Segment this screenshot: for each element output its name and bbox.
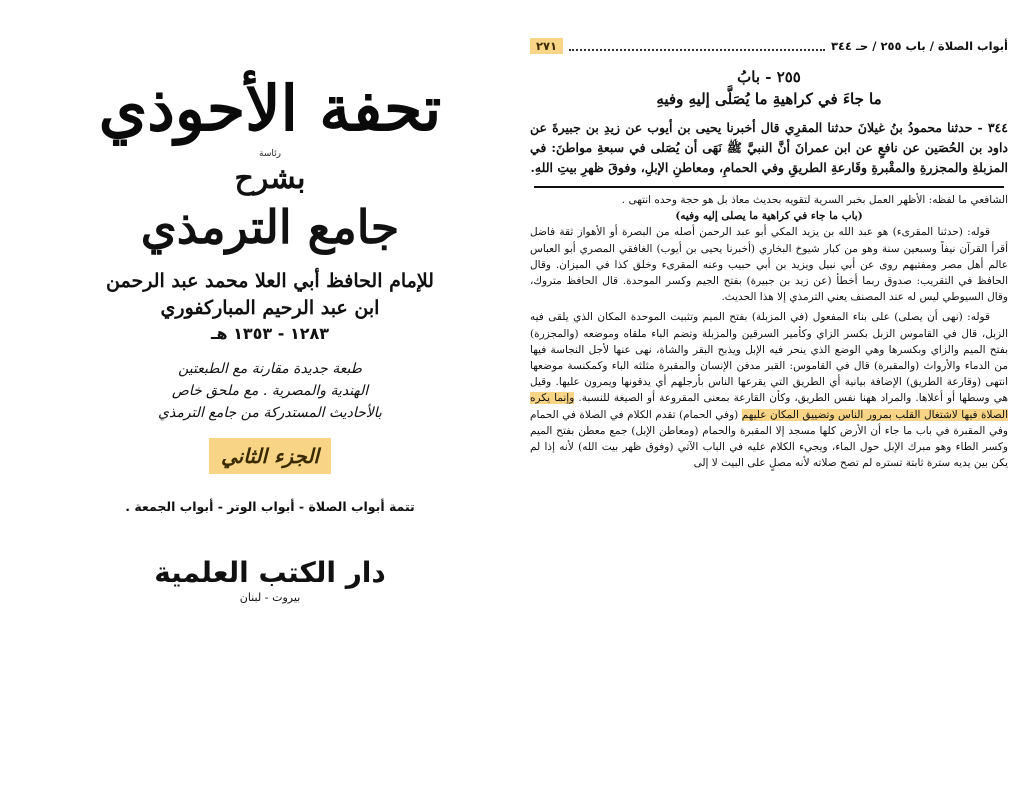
commentary-paragraph: الشافعي ما لفظه: الأظهر العمل بخبر السرية لتقويه بحديث معاذ بل هو حجة وحده انتهى . — [621, 194, 1008, 206]
volume-label: الجزء الثاني — [209, 438, 331, 474]
chapter-title: ما جاءَ في كراهيةِ ما يُصَلَّى إليهِ وفيهِ — [656, 90, 882, 108]
edition-line-2: الهندية والمصرية . مع ملحق خاص — [171, 383, 369, 399]
text-page — [530, 36, 1008, 806]
author-years: ١٢٨٣ - ١٣٥٣ هـ — [210, 324, 330, 343]
commentary-paragraph — [530, 309, 1008, 471]
edition-note — [158, 358, 382, 424]
subtitle-prefix: بشرح — [234, 161, 306, 196]
book-subtitle: جامع الترمذي — [140, 200, 400, 254]
divider-rule — [534, 186, 1004, 188]
commentary-text: (وفي الحمام) تقدم الكلام في الصلاة في الحمام وفي المقبرة في باب ما جاء أن الأرض كلها مسجد إلا المقبرة والحمام (ومعاطن الإبل) جمع معطن بفتح الميم وكسر الطاء وهو مبرك الإبل حول الماء، ويجيء الكلام عليه في الباب الآتي (وفوق ظهر بيت الله) لأنه إذا لم يكن بين يديه سترة ثابتة تستره لم تصح صلاته لأنه مصلٍ على البيت لا إلى — [530, 408, 1008, 470]
commentary-text: قوله: (نهى أن يصلى) على بناء المفعول (في المزبلة) بفتح الميم وتثبيت الموحدة المكان الذي يلقى فيه الزبل، قال في القاموس الزبل بكسر الزاي وكأمير السرقين والمزبلة وتضم الباء ملقاه وموضعه (والمجزرة) بفتح الميم والزاي وبكسرها وهي الوضع الذي ينحر فيه الإبل ويذبح البقر والشاة، نهى عنها لأجل النجاسة فيها من الدماء والأرواث (والمقبرة) قال في القاموس: القبر مدفن الإنسان والمقبرة مثلثه الباء وكمكنسة موضعها انتهى (وقارعة الطريق) الإضافة بيانية أي الطريق التي يقرعها الناس بأرجلهم أي يدقونها ويمرون عليها. وقيل هي وسطها أو أعلاها. والمراد ههنا نفس الطريق، وكأن القارعة بمعنى المقروعة أو الصيغة للنسبة. — [530, 311, 1008, 405]
volume-contents: تتمة أبواب الصلاة - أبواب الوتر - أبواب الجمعة . — [125, 499, 415, 514]
chapter-number: ٢٥٥ - بابُ — [737, 68, 801, 86]
author-line-1: للإمام الحافظ أبي العلا محمد عبد الرحمن — [106, 270, 434, 292]
book-title: تحفة الأحوذي — [98, 72, 442, 145]
publisher-city: بيروت - لبنان — [239, 591, 301, 604]
title-page — [40, 70, 500, 800]
running-head — [530, 36, 1008, 56]
leader-dots — [569, 41, 825, 51]
edition-line-3: بالأحاديث المستدركة من جامع الترمذي — [158, 405, 382, 421]
title-mini-label: رئاسة — [259, 149, 281, 159]
commentary-chapter-heading: (باب ما جاء في كراهية ما يصلى إليه وفيه) — [675, 210, 863, 223]
author-line-2: ابن عبد الرحيم المباركفوري — [160, 297, 380, 319]
page-number: ٢٧١ — [530, 38, 563, 54]
author — [106, 268, 434, 322]
highlighted-text: وإنما يكره الصلاة فيها لاشتغال القلب بمرور الناس وتضييق المكان عليهم — [530, 392, 1008, 421]
publisher-logo: دار الكتب العلمية — [154, 556, 386, 589]
running-head-text: أبواب الصلاة / باب ٢٥٥ / حـ ٣٤٤ — [830, 39, 1008, 53]
commentary — [530, 192, 1008, 471]
edition-line-1: طبعة جديدة مقارنة مع الطبعتين — [178, 361, 362, 377]
hadith-text: ٣٤٤ - حدثنا محمودُ بنُ غيلانَ حدثنا المقرِي قال أخبرنا يحيى بن أيوب عن زيدِ بن جبيرةَ عن داود بن الحُصَين عن نافعٍ عن ابن عمرانَ أنَّ النبيَّ ﷺ نَهَى أن يُصَلى في سبعةِ مواطنَ: في المزبلةِ والمجزرةِ والمقْبرةِ وقَارعةِ الطريقِ وفي الحمامِ، ومعاطنِ الإبلِ، وفوقَ ظهرِ بيتِ اللهِ. — [530, 120, 1008, 175]
commentary-paragraph: قوله: (حدثنا المقرىء) هو عبد الله بن يزيد المكي أبو عبد الرحمن أصله من البصرة أو الأهواز ثقة فاضل أقرأ القرآن نيفاً وسبعين سنة وهو من كبار شيوخ البخاري (أخبرنا يحيى بن أيوب) الغافقي المصري أبو العباس عالم أهل مصر ومفتيهم روى عن أبي نبيل ويزيد بن أبي حبيب وعنه المقرىء وخلق كذا في الميزان. وقال الحافظ في التقريب: صدوق ربما أخطأ (عن زيد بن جبيرة) بفتح الجيم وكسر الموحدة. قال الحافظ متروك، وقال السيوطي ليس له عند المصنف يعني الترمذي إلا هذا الحديث. — [530, 226, 1008, 304]
